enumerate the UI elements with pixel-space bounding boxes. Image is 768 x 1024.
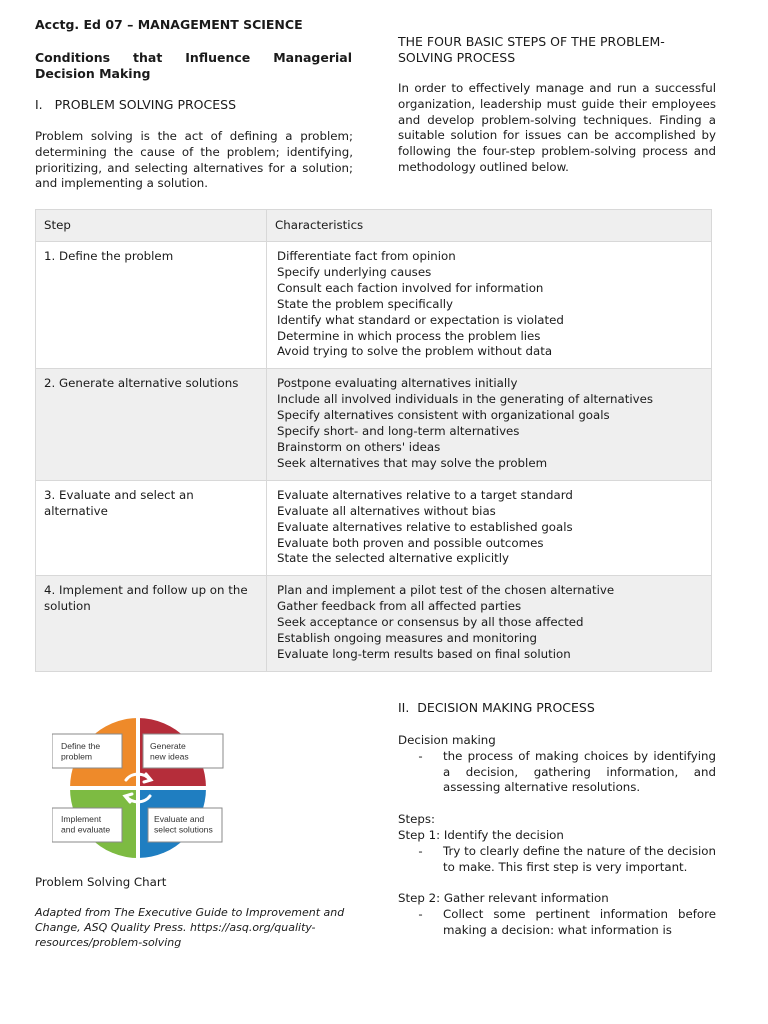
characteristic-item: Evaluate all alternatives without bias <box>277 503 496 518</box>
four-steps-intro: In order to effectively manage and run a successful organization, leadership must guide their employees and develop problem-solving techniques. Finding a suitable solution for issues can be accomplished by following the four-step problem-solving process and methodology outlined below. <box>398 81 716 174</box>
problem-solving-table <box>35 209 712 672</box>
table-row <box>36 369 712 480</box>
dash-bullet: - <box>418 907 423 922</box>
table-header-step: Step <box>36 210 267 242</box>
steps-label: Steps: <box>398 812 435 827</box>
characteristic-item: Gather feedback from all affected parties <box>277 599 522 614</box>
problem-solving-chart <box>52 716 224 860</box>
section-1-title: I. PROBLEM SOLVING PROCESS <box>35 97 237 112</box>
chart-label-evaluate <box>154 814 213 835</box>
chart-label-line: Define the <box>61 741 101 751</box>
table-row <box>36 480 712 576</box>
list-item <box>398 907 716 939</box>
characteristic-item: State the problem specifically <box>277 296 453 311</box>
characteristic-item: Specify short- and long-term alternatives <box>277 424 520 439</box>
section-1-intro: Problem solving is the act of defining a problem; determining the cause of the problem; identifying, prioritizing, and selecting alternatives for a solution; and implementing a solution. <box>35 129 353 191</box>
characteristic-item: Establish ongoing measures and monitoring <box>277 631 537 646</box>
table-characteristics-cell <box>267 242 712 369</box>
step-2-detail: Collect some pertinent information before making a decision: what information is <box>443 907 716 937</box>
table-step-cell: 3. Evaluate and select an alternative <box>36 480 267 576</box>
characteristic-item: Specify alternatives consistent with organizational goals <box>277 408 610 423</box>
page-subtitle: Conditions that Influence Managerial Decision Making <box>35 50 352 81</box>
characteristic-item: Evaluate both proven and possible outcomes <box>277 535 544 550</box>
chart-label-line: Implement <box>61 814 102 824</box>
four-steps-title: THE FOUR BASIC STEPS OF THE PROBLEM-SOLVING PROCESS <box>398 34 665 65</box>
course-header: Acctg. Ed 07 – MANAGEMENT SCIENCE <box>35 17 303 32</box>
chart-citation: Adapted from The Executive Guide to Improvement and Change, ASQ Quality Press. https://asq.org/quality-resources/problem-solving <box>35 906 345 949</box>
table-step-cell: 1. Define the problem <box>36 242 267 369</box>
characteristic-item: Specify underlying causes <box>277 264 432 279</box>
dash-bullet: - <box>418 748 423 763</box>
characteristic-item: Evaluate alternatives relative to a target standard <box>277 487 573 502</box>
characteristic-item: State the selected alternative explicitly <box>277 551 509 566</box>
dash-bullet: - <box>418 843 423 858</box>
characteristic-item: Identify what standard or expectation is violated <box>277 312 564 327</box>
chart-label-line: problem <box>61 751 93 762</box>
chart-label-generate <box>150 741 189 762</box>
decision-making-definition: the process of making choices by identifying a decision, gathering information, and assessing alternative resolutions. <box>443 748 716 795</box>
chart-label-line: Evaluate and <box>154 814 205 824</box>
table-row <box>36 576 712 672</box>
list-item <box>398 844 716 876</box>
step-1-title: Step 1: Identify the decision <box>398 827 564 842</box>
decision-making-term: Decision making <box>398 733 496 747</box>
characteristic-item: Seek acceptance or consensus by all those affected <box>277 615 584 630</box>
chart-label-line: Generate <box>150 741 186 751</box>
characteristic-item: Include all involved individuals in the generating of alternatives <box>277 392 654 407</box>
table-characteristics-cell <box>267 576 712 672</box>
characteristic-item: Avoid trying to solve the problem without data <box>277 344 553 359</box>
characteristic-item: Seek alternatives that may solve the problem <box>277 455 548 470</box>
table-characteristics-cell <box>267 369 712 480</box>
characteristic-item: Consult each faction involved for information <box>277 280 544 295</box>
characteristic-item: Evaluate long-term results based on final solution <box>277 646 571 661</box>
table-row <box>36 242 712 369</box>
chart-caption: Problem Solving Chart <box>35 875 167 889</box>
characteristic-item: Postpone evaluating alternatives initially <box>277 376 518 391</box>
chart-label-line: new ideas <box>150 751 189 762</box>
characteristic-item: Determine in which process the problem lies <box>277 328 541 343</box>
table-header-characteristics: Characteristics <box>267 210 712 242</box>
chart-label-line: and evaluate <box>61 824 111 835</box>
table-step-cell: 4. Implement and follow up on the solution <box>36 576 267 672</box>
characteristic-item: Evaluate alternatives relative to established goals <box>277 519 573 534</box>
characteristic-item: Plan and implement a pilot test of the chosen alternative <box>277 583 615 598</box>
table-characteristics-cell <box>267 480 712 576</box>
step-2-title: Step 2: Gather relevant information <box>398 891 609 906</box>
table-header-row <box>36 210 712 242</box>
characteristic-item: Brainstorm on others' ideas <box>277 439 441 454</box>
step-1-detail: Try to clearly define the nature of the decision to make. This first step is very important. <box>443 843 716 874</box>
table-step-cell: 2. Generate alternative solutions <box>36 369 267 480</box>
decision-making-content <box>398 733 716 939</box>
section-2-title: II. DECISION MAKING PROCESS <box>398 700 595 715</box>
chart-label-line: select solutions <box>154 824 213 835</box>
list-item <box>398 749 716 796</box>
characteristic-item: Differentiate fact from opinion <box>277 249 456 263</box>
